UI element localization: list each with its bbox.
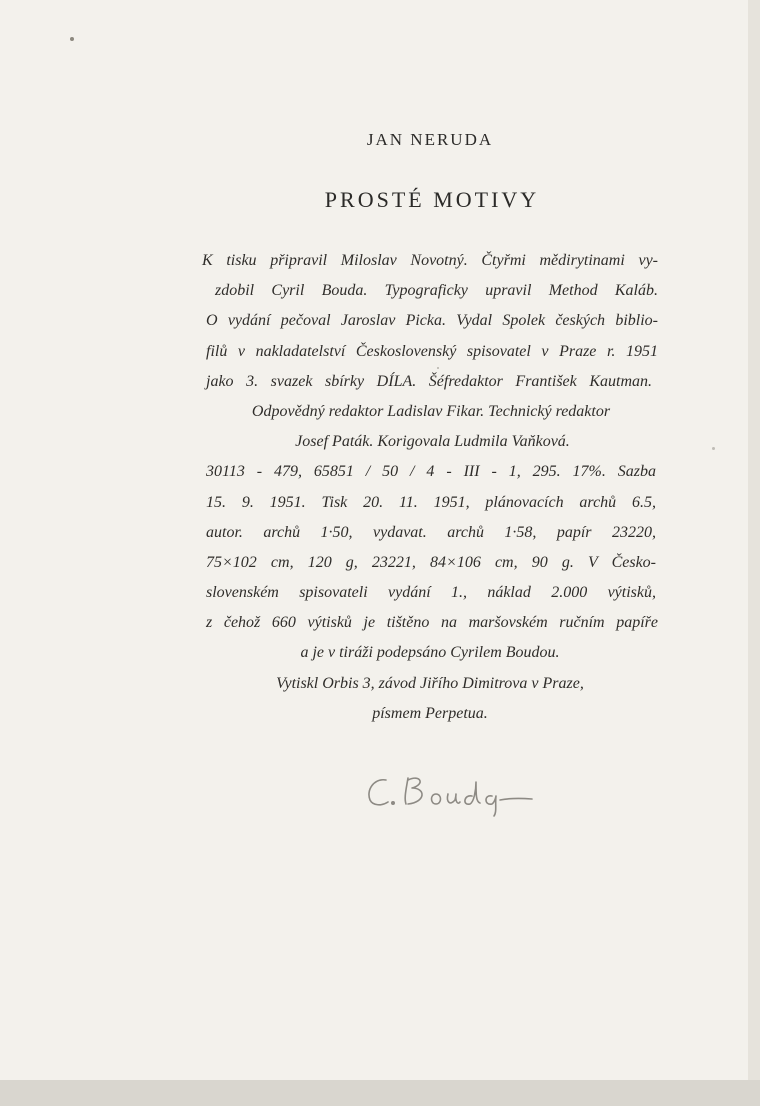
colophon-text [202, 246, 662, 729]
paper-speck [437, 367, 439, 369]
colophon-line: jako 3. svazek sbírky DÍLA. Šéfredaktor František Kautman. [206, 372, 652, 390]
colophon-line: 30113 - 479, 65851 / 50 / 4 - III - 1, 295. 17%. Sazba [206, 463, 656, 481]
paper-speck [712, 447, 715, 450]
page-edge-right [748, 0, 760, 1106]
colophon-line: K tisku připravil Miloslav Novotný. Čtyřmi mědirytinami vy- [202, 252, 658, 269]
paper-speck [70, 37, 74, 41]
colophon-line: z čehož 660 výtisků je tištěno na maršovském ručním papíře [206, 614, 658, 632]
colophon-line: slovenském spisovateli vydání 1., náklad 2.000 výtisků, [206, 584, 656, 602]
colophon-line: Josef Paták. Korigovala Ludmila Vaňková. [295, 433, 570, 451]
colophon-line: filů v nakladatelství Československý spisovatel v Praze r. 1951 [206, 342, 658, 360]
colophon-line: 75×102 cm, 120 g, 23221, 84×106 cm, 90 g. V Česko- [206, 553, 656, 571]
colophon-line: Vytiskl Orbis 3, závod Jiřího Dimitrova v Praze, [276, 674, 584, 692]
page-edge-bottom [0, 1080, 760, 1106]
colophon-line: O vydání pečoval Jaroslav Picka. Vydal Spolek českých biblio- [206, 312, 658, 330]
colophon-line: autor. archů 1·50, vydavat. archů 1·58, papír 23220, [206, 523, 656, 541]
book-title: PROSTÉ MOTIVY [324, 187, 540, 212]
pencil-signature [360, 760, 540, 820]
colophon-line: 15. 9. 1951. Tisk 20. 11. 1951, plánovacích archů 6.5, [206, 493, 656, 511]
colophon-line: zdobil Cyril Bouda. Typograficky upravil Method Kaláb. [215, 282, 658, 300]
author-name: JAN NERUDA [366, 130, 494, 149]
colophon-line: a je v tiráži podepsáno Cyrilem Boudou. [300, 644, 560, 662]
colophon-line: Odpovědný redaktor Ladislav Fikar. Technický redaktor [251, 402, 611, 420]
colophon-line: písmem Perpetua. [372, 704, 488, 722]
